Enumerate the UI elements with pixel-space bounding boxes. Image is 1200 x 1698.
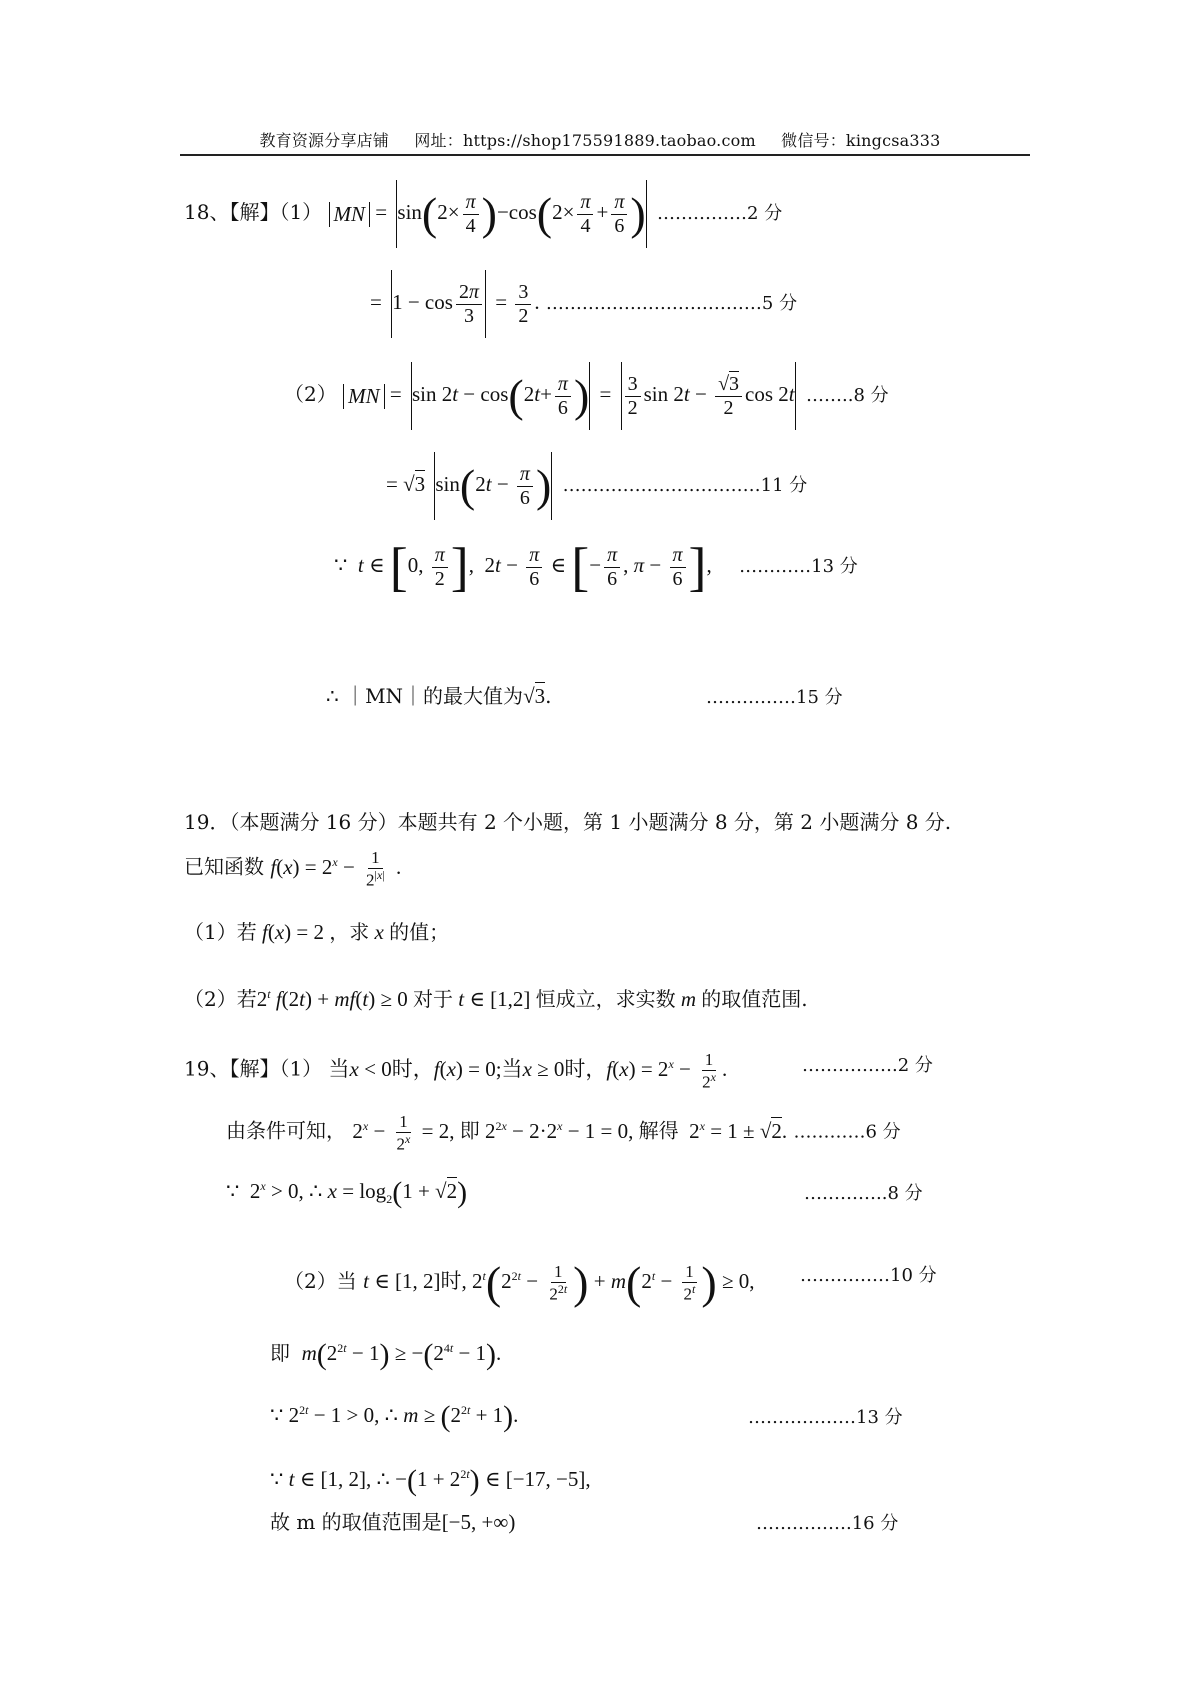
sol19-score-4: ……………10 分 xyxy=(800,1265,937,1286)
header-rule xyxy=(180,154,1030,156)
q18-score-2: ………………………………5 分 xyxy=(545,292,798,314)
q18-score-1: ……………2 分 xyxy=(657,202,783,224)
sol19-line-5: 即 $m(2^{2t} - 1) \ge -(2^{4t} - 1)$. xyxy=(270,1338,502,1371)
header-site: 网址：https://shop175591889.taobao.com xyxy=(414,131,756,150)
sol19-line-8: 故 m 的取值范围是[−5, +∞) xyxy=(270,1510,516,1534)
sol19-line-4: （2）当 t ∈ [1, 2]时, $2^t(2^{2t}$ − $\frac{1}{2^{2t}}$ ) + $m(2^t$ − $\frac{1}{2^t}$ ) ≥ 0, xyxy=(284,1257,755,1308)
q19-title: 19．（本题满分 16 分）本题共有 2 个小题，第 1 小题满分 8 分，第 2 小题满分 8 分. xyxy=(184,810,952,834)
header-shop: 教育资源分享店铺 xyxy=(259,131,390,150)
sol19-score-3: …………..8 分 xyxy=(804,1183,923,1204)
q18-line-3: （2） MN = sin 2t − cos(2t+ $\frac{\pi}{6}$ ) = $\frac{3}{2}$ sin 2t − $\frac{√3}{2}$ cos 2t ……..8 分 xyxy=(284,362,889,430)
sol19-line-2: 由条件可知， $2^x$ − $\frac{1}{2^x}$ = 2, 即 $2^{2x} - 2\cdot 2^x - 1 = 0$, 解得 $2^x = 1 \pm √2$. …………6 分 xyxy=(226,1112,901,1154)
q18-part2-label: （2） xyxy=(284,381,337,406)
q18-line-2: = 1 − cos $\frac{2\pi}{3}$ = $\frac{3}{2}$ . ………………………………5 分 xyxy=(370,270,797,338)
q18-score-3: ……..8 分 xyxy=(806,384,889,406)
q19-given: 已知函数 $f(x) = 2^x$ − $\frac{1}{2^{|x|}}$ . xyxy=(184,848,402,890)
q19-part2: （2）若2$^t$ f(2t) + mf(t) ≥ 0 对于 t ∈ [1,2] 恒成立，求实数 m 的取值范围. xyxy=(184,987,808,1011)
q18-line-1: 18、【解】（1） MN = sin(2× $\frac{\pi}{4}$ )−cos(2× $\frac{\pi}{4}$ + $\frac{\pi}{6}$ ) ……………2 分 xyxy=(184,180,782,248)
q18-line-6: ∴ ｜MN｜的最大值为√3. xyxy=(326,684,552,708)
sol19-line-6: ∵ $2^{2t} - 1 > 0$, ∴ $m \ge (2^{2t} + 1)$. xyxy=(270,1400,519,1433)
sol19-score-8: …………….16 分 xyxy=(756,1513,899,1534)
q18-score-5: …………13 分 xyxy=(739,555,858,577)
q18-line-5: ∵ t ∈ [0, $\frac{\pi}{2}$ ], 2t − $\frac{\pi}{6}$ ∈ [− $\frac{\pi}{6}$ , π − $\frac{\pi}{6}$ ], …………13 分 xyxy=(334,537,858,597)
q18-line-4: = √3 sin(2t − $\frac{\pi}{6}$ ) ……………………………11 分 xyxy=(386,452,807,520)
q18-score-4: ……………………………11 分 xyxy=(562,474,808,496)
sol19-line-1: 19、【解】（1） 当x < 0时，f(x) = 0;当x ≥ 0时，$f(x) = 2^x$ − $\frac{1}{2^x}$ . xyxy=(184,1050,728,1092)
header-wechat: 微信号：kingcsa333 xyxy=(781,131,941,150)
q19-part1: （1）若 f(x) = 2 ，求 x 的值； xyxy=(184,920,450,944)
sol19-score-1: …………….2 分 xyxy=(802,1055,933,1076)
q18-score-6: ……………15 分 xyxy=(706,687,843,708)
sol19-score-6: ………………13 分 xyxy=(748,1407,903,1428)
sol19-line-3: ∵ $2^x > 0$, ∴ $x = \log_2(1 + √2)$ xyxy=(226,1176,468,1209)
q18-conclusion: ∴ ｜MN｜的最大值为 xyxy=(326,684,524,708)
sol19-line-7: ∵ t ∈ [1, 2], ∴ $-(1 + 2^{2t})$ ∈ [−17, −5], xyxy=(270,1464,591,1497)
page-header xyxy=(0,128,1200,151)
q18-label: 18、【解】（1） xyxy=(184,199,323,224)
